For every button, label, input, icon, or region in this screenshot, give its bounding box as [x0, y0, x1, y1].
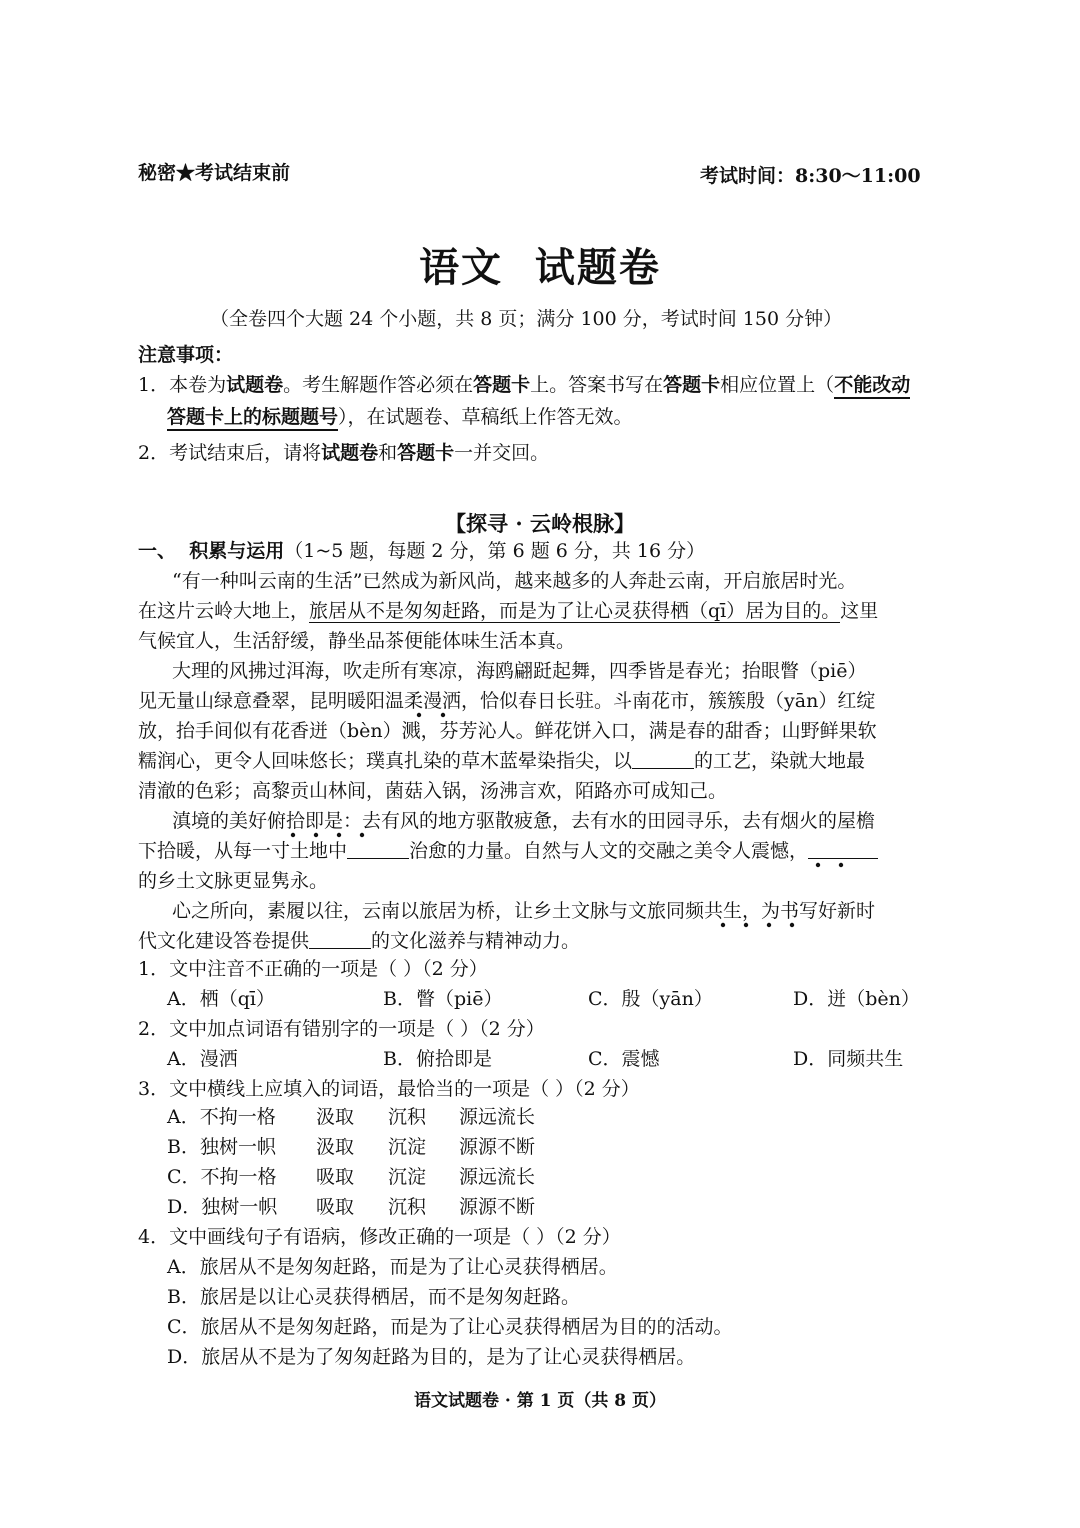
passage-text: ：去有风的地方驱散疲惫，去有水的田园寻乐，去有烟火的屋檐: [343, 810, 876, 832]
passage-text: 心之所向，素履以往，云南以旅居为桥，让乡土文脉与文旅: [172, 900, 667, 922]
q1-option-a[interactable]: A．栖（qī）: [167, 988, 275, 1010]
q3-option-a-word-3: 沉积: [388, 1106, 427, 1128]
q4-option-a[interactable]: A．旅居从不是匆匆赶路，而是为了让心灵获得栖居。: [167, 1256, 618, 1278]
q2-option-b[interactable]: B．俯拾即是: [383, 1048, 492, 1070]
q3-option-d-word-4: 源源不断: [459, 1196, 536, 1218]
q3-option-c[interactable]: C．不拘一格: [167, 1166, 277, 1188]
emphasis-dot: [790, 923, 794, 927]
q4-option-d[interactable]: D．旅居从不是为了匆匆赶路为目的，是为了让心灵获得栖居。: [167, 1346, 696, 1368]
q2-option-d[interactable]: D．同频共生: [793, 1048, 904, 1070]
q4-option-b[interactable]: B．旅居是以让心灵获得栖居，而不是匆匆赶路。: [167, 1286, 580, 1308]
note-underlined: 答题卡上的标题题号: [167, 406, 338, 431]
section-title: 【探寻 · 云岭根脉】: [445, 511, 635, 536]
question-1-stem: 1．文中注音不正确的一项是（ ）（2 分）: [138, 958, 488, 980]
q3-option-b-word-4: 源源不断: [459, 1136, 536, 1158]
passage-text: 这里: [840, 600, 879, 622]
emphasis-dot: [839, 863, 843, 867]
notes-heading: 注意事项：: [138, 344, 234, 366]
q1-option-d[interactable]: D．迸（bèn）: [793, 988, 920, 1010]
emphasis-dot: [417, 713, 421, 717]
question-2-stem: 2．文中加点词语有错别字的一项是（ ）（2 分）: [138, 1018, 545, 1040]
underlined-sentence: 旅居从不是匆匆赶路，而是为了让心灵获得栖（qī）居为目的。: [309, 600, 841, 622]
q2-option-c[interactable]: C．震憾: [588, 1048, 660, 1070]
part1-note: （1~5 题，每题 2 分，第 6 题 6 分，共 16 分）: [284, 540, 706, 562]
q3-option-d-word-3: 沉积: [388, 1196, 427, 1218]
paper-info: （全卷四个大题 24 个小题，共 8 页；满分 100 分，考试时间 150 分钟）: [210, 308, 843, 330]
passage-text: 下拾暖，从每一寸土地中: [138, 840, 348, 862]
q1-option-c[interactable]: C．殷（yān）: [588, 988, 713, 1010]
note-bold: 试题卷: [226, 374, 284, 396]
note-text: 相应位置上（: [720, 374, 835, 396]
note-underlined: 不能改动: [834, 374, 910, 399]
passage-text: ，恰似春日长驻。斗南花市，簇簇殷（yān）红绽: [461, 690, 876, 712]
emphasis-dot: [767, 923, 771, 927]
emphasis-dot: [441, 713, 445, 717]
passage-p1-line-3: 气候宜人，生活舒缓，静坐品茶便能体味生活本真。: [138, 630, 576, 652]
emphasis-dot: [291, 833, 295, 837]
page-title: 语文 试题卷: [419, 244, 661, 291]
confidential-label: 秘密★考试结束前: [138, 162, 291, 184]
passage-p3-line-3: 的乡土文脉更显隽永。: [138, 870, 329, 892]
note-text: 上。答案书写在: [530, 374, 664, 396]
passage-text: ，为书写好新时: [742, 900, 876, 922]
q3-option-c-word-4: 源远流长: [459, 1166, 536, 1188]
note-bold: 答题卡: [397, 442, 455, 464]
emphasis-dot: [816, 863, 820, 867]
passage-text: 在这片云岭大地上，: [138, 600, 310, 622]
page-footer: 语文试题卷 · 第 1 页（共 8 页）: [413, 1391, 667, 1411]
note-bold: 答题卡: [473, 374, 531, 396]
passage-text: 的文化滋养与精神动力。: [371, 930, 581, 952]
passage-p2-line-5: 清澈的色彩；高黎贡山林间，菌菇入锅，汤沸言欢，陌路亦可成知己。: [138, 780, 728, 802]
dotted-word-text: 漫洒: [423, 690, 462, 712]
passage-text: 糯润心，更令人回味悠长；璞真扎染的草木蓝晕染指尖，以: [138, 750, 633, 772]
passage-text: 滇境的美好: [172, 810, 268, 832]
part1-title: 一、 积累与运用: [138, 540, 285, 562]
q3-option-c-word-3: 沉淀: [388, 1166, 427, 1188]
passage-p2-line-1: 大理的风拂过洱海，吹走所有寒凉，海鸥翩跹起舞，四季皆是春光；抬眼瞥（piē）: [172, 660, 867, 682]
note-text: 。考生解题作答必须在: [283, 374, 474, 396]
q3-option-a[interactable]: A．不拘一格: [167, 1106, 276, 1128]
q3-option-c-word-2: 吸取: [316, 1166, 355, 1188]
q4-option-c[interactable]: C．旅居从不是匆匆赶路，而是为了让心灵获得栖居为目的的活动。: [167, 1316, 733, 1338]
question-4-stem: 4．文中画线句子有语病，修改正确的一项是（ ）（2 分）: [138, 1226, 621, 1248]
emphasis-dot: [360, 833, 364, 837]
q3-option-d[interactable]: D．独树一帜: [167, 1196, 278, 1218]
note-bold: 试题卷: [321, 442, 379, 464]
emphasis-dot: [721, 923, 725, 927]
emphasis-dot: [744, 923, 748, 927]
passage-p1-line-1: “有一种叫云南的生活”已然成为新风尚，越来越多的人奔赴云南，开启旅居时光。: [172, 570, 857, 592]
question-3-stem: 3．文中横线上应填入的词语，最恰当的一项是（ ）（2 分）: [138, 1078, 640, 1100]
q2-option-a[interactable]: A．漫洒: [167, 1048, 238, 1070]
q3-option-b[interactable]: B．独树一帜: [167, 1136, 276, 1158]
passage-text: 代文化建设答卷提供: [138, 930, 310, 952]
note-text: 2．考试结束后，请将: [138, 442, 322, 464]
q1-option-b[interactable]: B．瞥（piē）: [383, 988, 503, 1010]
exam-time: 考试时间：8:30～11:00: [700, 165, 921, 187]
note-text: 一并交回。: [454, 442, 550, 464]
q3-option-a-word-2: 汲取: [316, 1106, 355, 1128]
note-text: ），在试题卷、草稿纸上作答无效。: [338, 406, 633, 428]
passage-text: 的工艺，染就大地最: [694, 750, 866, 772]
dotted-word-3: 震憾: [751, 840, 790, 862]
passage-text: 见无量山绿意叠翠，昆明暖阳温柔: [138, 690, 424, 712]
note-bold: 答题卡: [663, 374, 721, 396]
q3-option-b-word-3: 沉淀: [388, 1136, 427, 1158]
emphasis-dot: [337, 833, 341, 837]
dotted-word-2: 俯拾即是: [267, 810, 344, 832]
q3-option-a-word-4: 源远流长: [459, 1106, 536, 1128]
emphasis-dot: [314, 833, 318, 837]
passage-p2-line-3: 放，抬手间似有花香迸（bèn）溅，芬芳沁人。鲜花饼入口，满是春的甜香；山野鲜果软: [138, 720, 877, 742]
note-text: 和: [378, 442, 398, 464]
q3-option-b-word-2: 汲取: [316, 1136, 355, 1158]
note-text: 1．本卷为: [138, 374, 227, 396]
q3-option-d-word-2: 吸取: [316, 1196, 355, 1218]
dotted-word-4: 同频共生: [666, 900, 743, 922]
passage-text: ，: [789, 840, 809, 862]
passage-text: 治愈的力量。自然与人文的交融之美令人: [409, 840, 752, 862]
